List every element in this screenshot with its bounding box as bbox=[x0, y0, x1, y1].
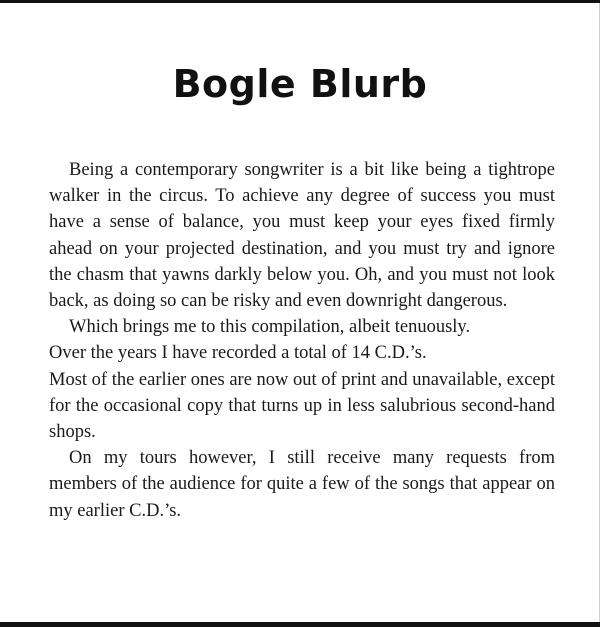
blurb-body bbox=[49, 157, 555, 524]
paragraph-out-of-print: Most of the earlier ones are now out of print and unavailable, except for the occasional copy that turns up in less salubrious second-hand shops. bbox=[49, 369, 556, 443]
paragraph-recordings: Over the years I have recorded a total of 14 C.D.’s. bbox=[49, 343, 427, 364]
paragraph-requests: On my tours however, I still receive many requests from members of the audience for quite a few of the songs that appear on my earlier C.D.’s. bbox=[49, 448, 555, 521]
page-title: Bogle Blurb bbox=[172, 62, 428, 106]
top-border bbox=[0, 0, 600, 3]
paragraph-intro: Being a contemporary songwriter is a bit like being a tightrope walker in the circus. To achieve any degree of success you must have a sense of balance, you must keep your eyes fixed firmly ahead on your projected destination, and you must try and ignore the chasm that yawns darkly below you. Oh, and you must not look back, as doing so can be risky and even downright dangerous. bbox=[49, 160, 555, 312]
paragraph-compilation: Which brings me to this compilation, albeit tenuously. bbox=[69, 317, 471, 338]
bottom-border bbox=[0, 622, 600, 627]
